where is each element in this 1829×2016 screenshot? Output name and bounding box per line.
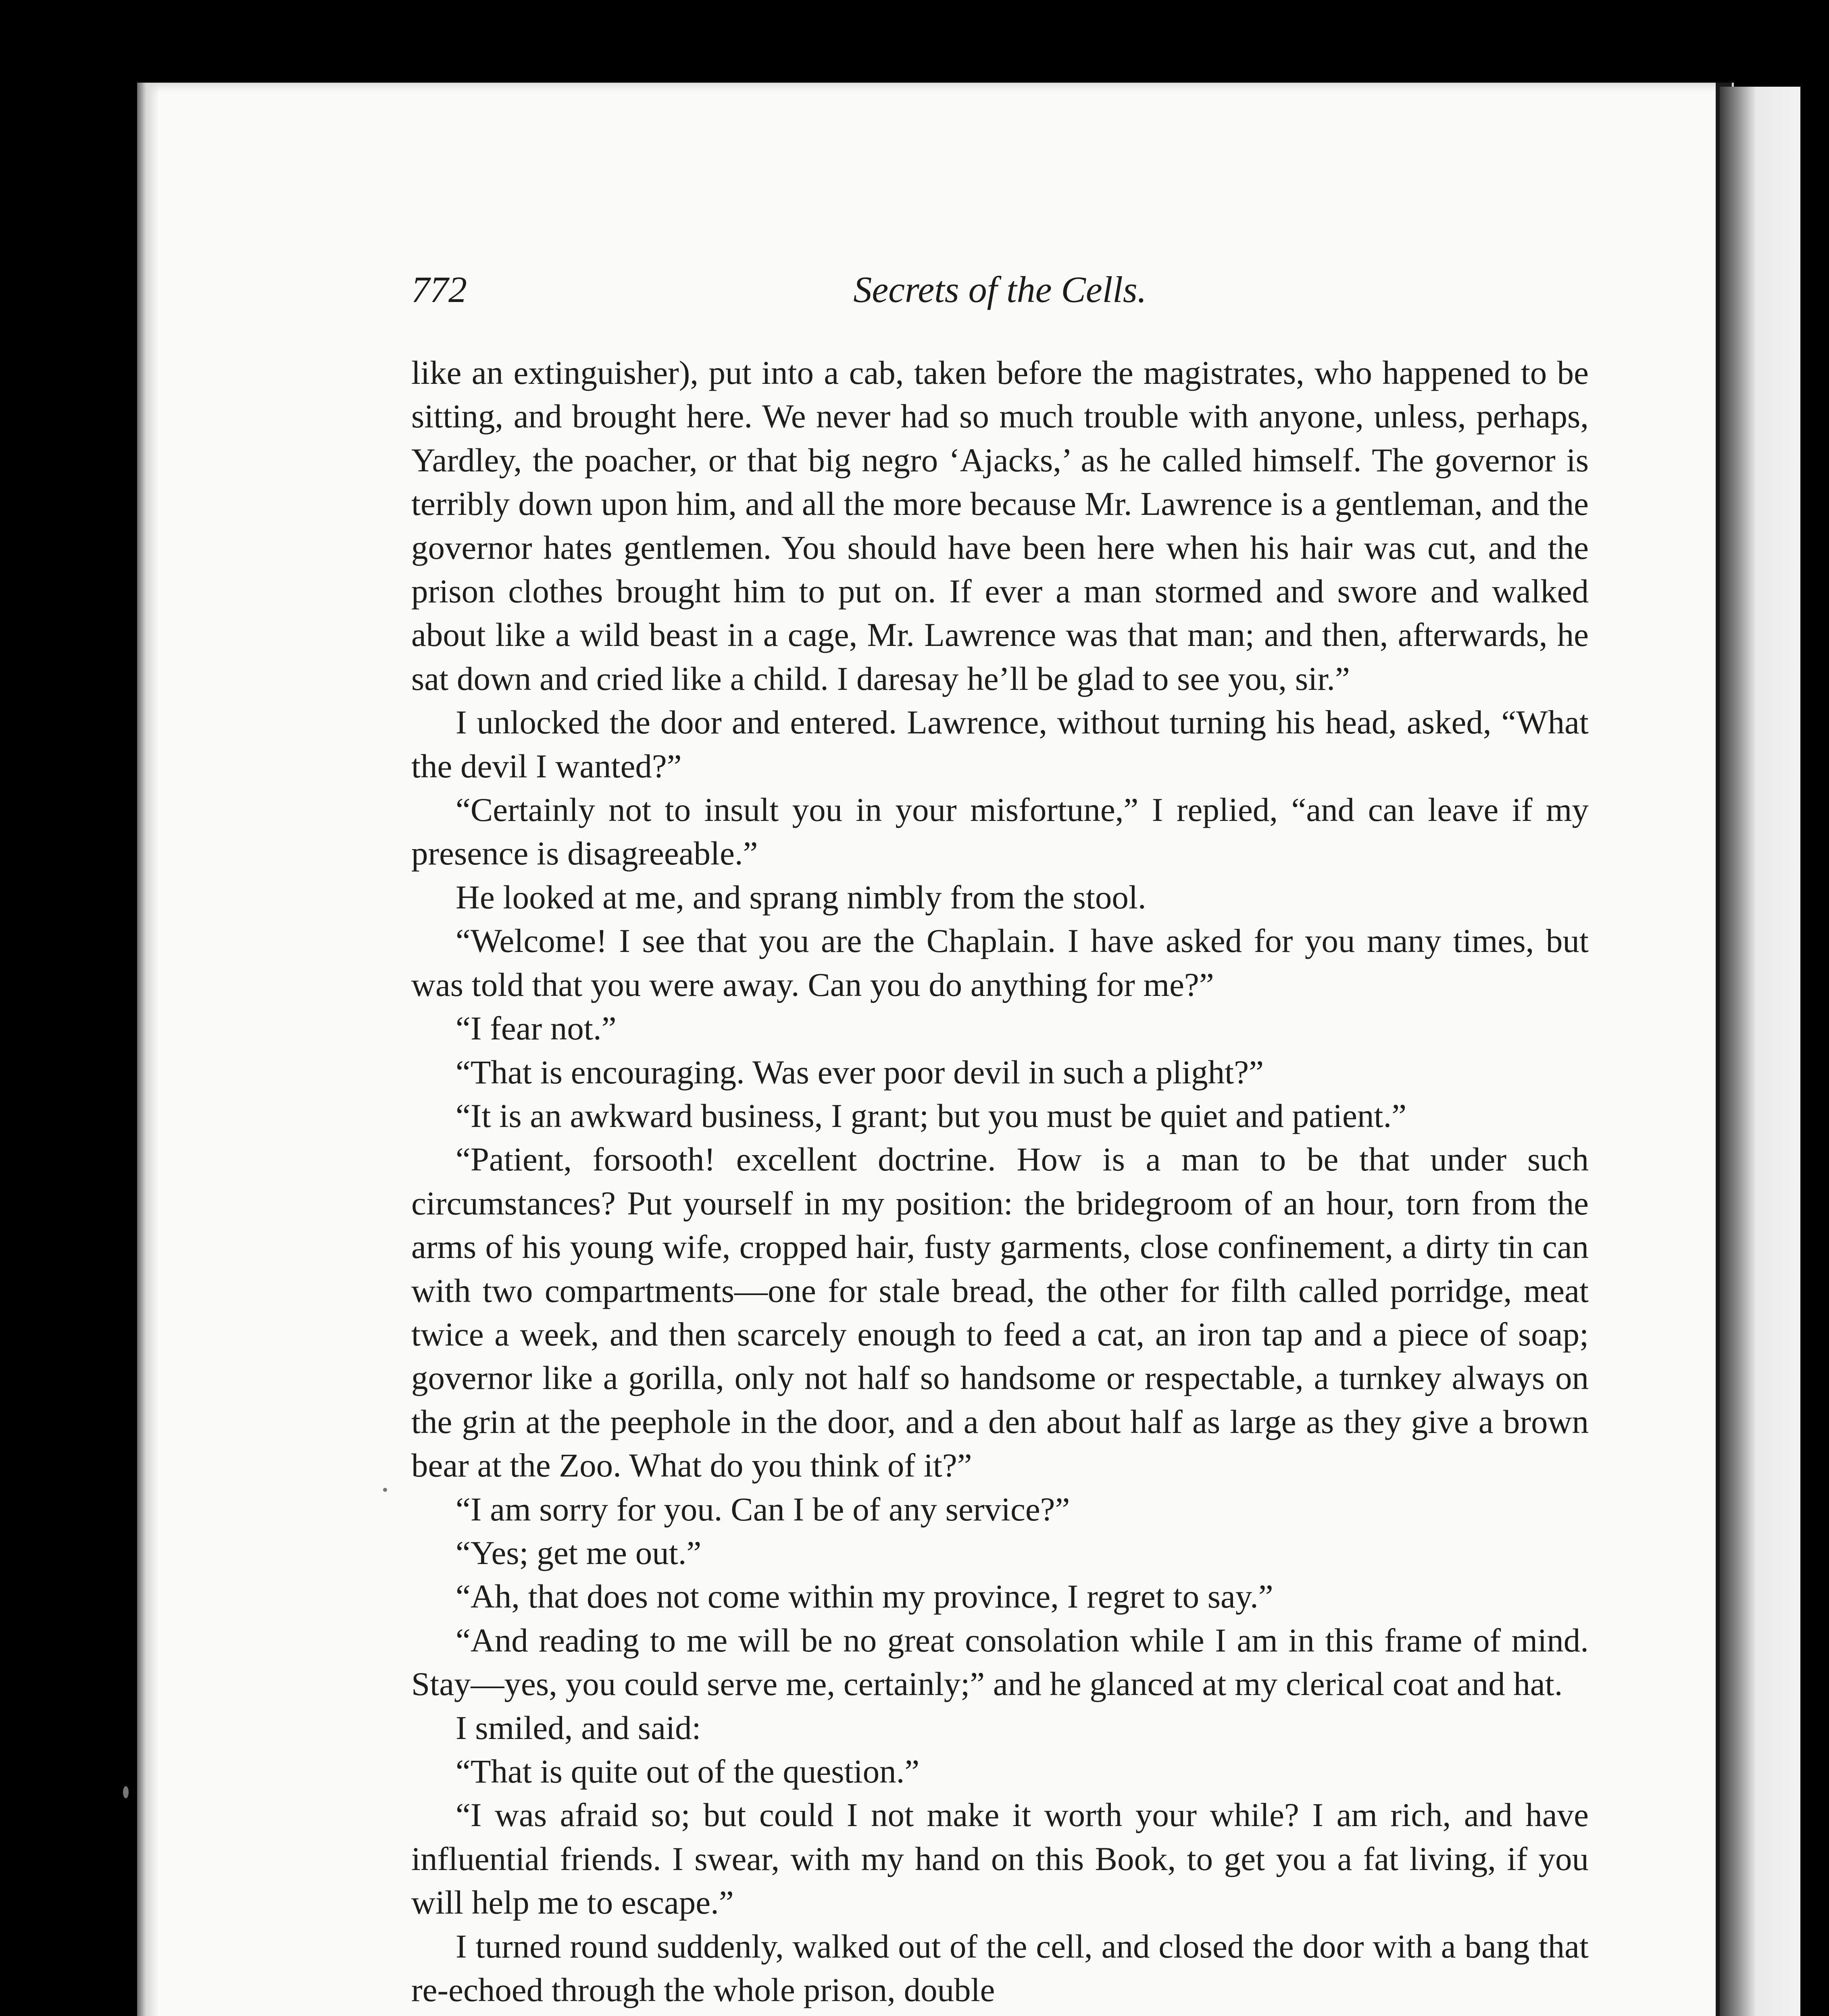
running-title: Secrets of the Cells. <box>853 269 1147 310</box>
paragraph: “And reading to me will be no great consolation while I am in this frame of mind. Stay—yes, you could serve me, certainly;” and he glanced at my clerical coat and hat. <box>411 1621 1589 1703</box>
running-head <box>411 268 1589 325</box>
paragraph: “Ah, that does not come within my province, I regret to say.” <box>456 1578 1273 1615</box>
paragraph: I unlocked the door and entered. Lawrence, without turning his head, asked, “What the devil I wanted?” <box>411 704 1589 785</box>
paragraph: “I am sorry for you. Can I be of any service?” <box>456 1490 1070 1528</box>
paragraph: “I was afraid so; but could I not make it worth your while? I am rich, and have influential friends. I swear, with my hand on this Book, to get you a fat living, if you will help me to escape.” <box>411 1796 1589 1921</box>
paragraph: “Patient, forsooth! excellent doctrine. How is a man to be that under such circumstances? Put yourself in my position: the bridegroom of an hour, torn from the arms of his young wife, cropped hair, fusty garments, close confinement, a dirty tin can with two compartments—one for stale bread, the other for filth called porridge, meat twice a week, and then scarcely enough to feed a cat, an iron tap and a piece of soap; governor like a gorilla, only not half so handsome or respectable, a turnkey always on the grin at the peephole in the door, and a den about half as large as they give a brown bear at the Zoo. What do you think of it?” <box>411 1141 1589 1484</box>
adjacent-page-strip <box>1720 87 1800 2016</box>
body-text <box>411 351 1589 2012</box>
paragraph: “That is quite out of the question.” <box>456 1753 920 1790</box>
page-left-edge <box>137 83 159 2016</box>
paragraph: I turned round suddenly, walked out of the cell, and closed the door with a bang that re-echoed through the whole prison, double <box>411 1927 1589 2009</box>
page-number: 772 <box>411 269 467 310</box>
paragraph: “Yes; get me out.” <box>456 1534 702 1571</box>
scan-speck <box>383 1488 387 1492</box>
scan-speck <box>123 1786 129 1798</box>
paragraph: “That is encouraging. Was ever poor devil in such a plight?” <box>456 1053 1264 1091</box>
paragraph: “Certainly not to insult you in your misfortune,” I replied, “and can leave if my presence is disagreeable.” <box>411 791 1589 872</box>
paragraph: like an extinguisher), put into a cab, taken before the magistrates, who happened to be sitting, and brought here. We never had so much trouble with anyone, unless, perhaps, Yardley, the poacher, or that big negro ‘Ajacks,’ as he called himself. The governor is terribly down upon him, and all the more because Mr. Lawrence is a gentleman, and the governor hates gentlemen. You should have been here when his hair was cut, and the prison clothes brought him to put on. If ever a man stormed and swore and walked about like a wild beast in a cage, Mr. Lawrence was that man; and then, afterwards, he sat down and cried like a child. I daresay he’ll be glad to see you, sir.” <box>411 354 1589 697</box>
paragraph: “Welcome! I see that you are the Chaplain. I have asked for you many times, but was told that you were away. Can you do anything for me?” <box>411 922 1589 1003</box>
paragraph: He looked at me, and sprang nimbly from the stool. <box>456 878 1146 916</box>
paragraph: “It is an awkward business, I grant; but you must be quiet and patient.” <box>456 1097 1407 1134</box>
paragraph: “I fear not.” <box>456 1010 617 1047</box>
paragraph: I smiled, and said: <box>456 1709 701 1746</box>
